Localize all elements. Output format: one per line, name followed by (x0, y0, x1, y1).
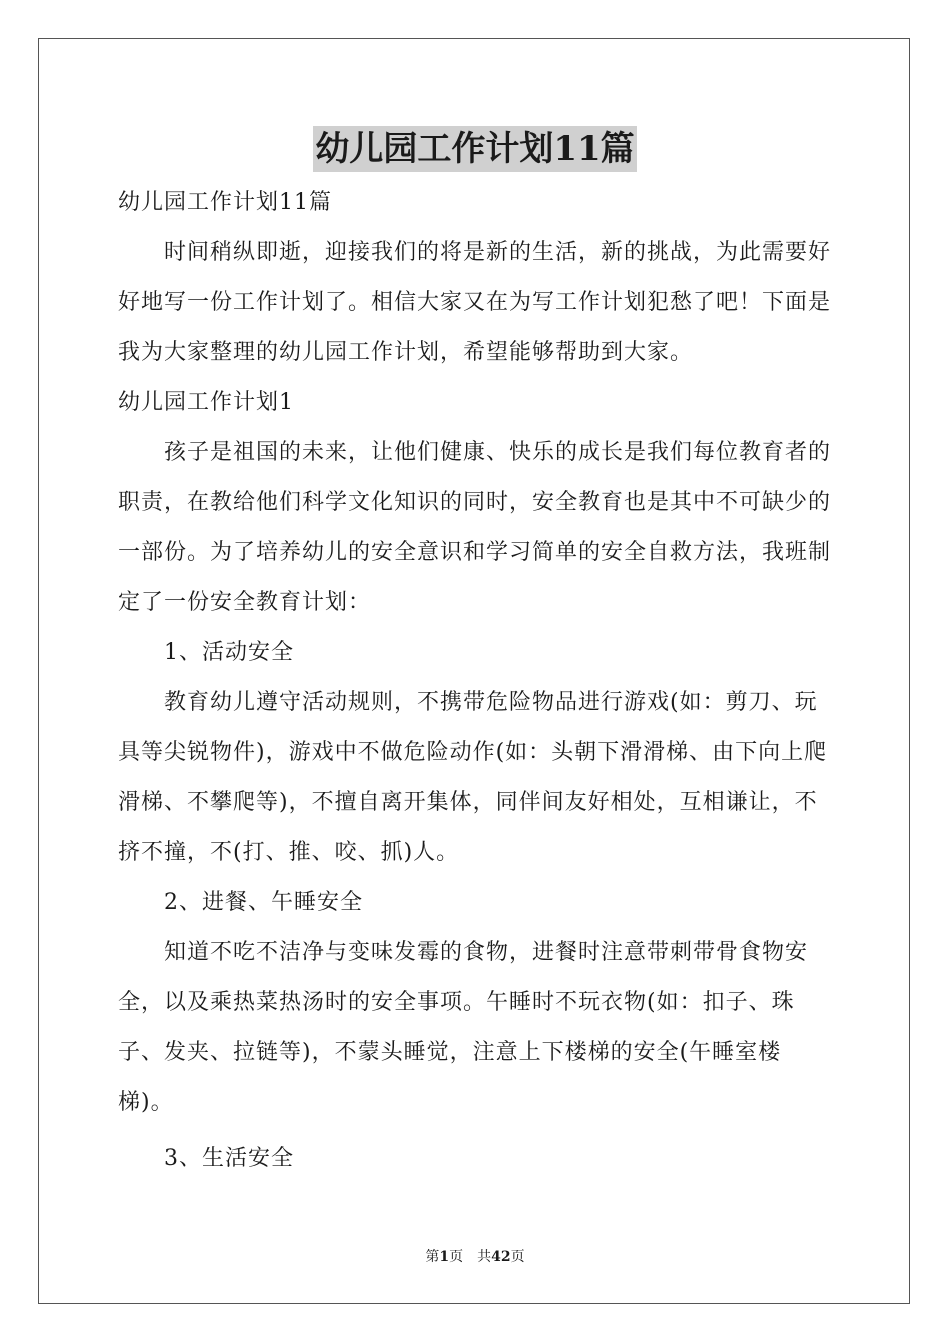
paragraph: 时间稍纵即逝，迎接我们的将是新的生活，新的挑战，为此需要好好地写一份工作计划了。相信大家又在为写工作计划犯愁了吧！下面是我为大家整理的幼儿园工作计划，希望能够帮助到大家。 (118, 240, 832, 365)
document-title-text: 幼儿园工作计划11篇 (313, 126, 636, 172)
subheading: 3、生活安全 (164, 1146, 294, 1171)
paragraph: 知道不吃不洁净与变味发霉的食物，进餐时注意带刺带骨食物安全，以及乘热菜热汤时的安全事项。午睡时不玩衣物(如：扣子、珠子、发夹、拉链等)，不蒙头睡觉，注意上下楼梯的安全(午睡室楼梯)。 (118, 940, 809, 1115)
footer-prefix: 第 (425, 1249, 440, 1265)
document-body (118, 178, 834, 1184)
footer-mid: 页 共 (449, 1249, 492, 1265)
paragraph: 幼儿园工作计划11篇 (118, 190, 332, 215)
subheading: 2、进餐、午睡安全 (164, 890, 363, 915)
footer-page-current: 1 (439, 1249, 450, 1265)
paragraph: 孩子是祖国的未来，让他们健康、快乐的成长是我们每位教育者的职责，在教给他们科学文化知识的同时，安全教育也是其中不可缺少的一部份。为了培养幼儿的安全意识和学习简单的安全自救方法，我班制定了一份安全教育计划： (118, 440, 832, 615)
footer-page-total: 42 (491, 1249, 511, 1265)
page-footer (0, 1246, 950, 1266)
footer-suffix: 页 (510, 1249, 525, 1265)
subheading: 1、活动安全 (164, 640, 294, 665)
paragraph: 教育幼儿遵守活动规则，不携带危险物品进行游戏(如：剪刀、玩具等尖锐物件)，游戏中不做危险动作(如：头朝下滑滑梯、由下向上爬滑梯、不攀爬等)，不擅自离开集体，同伴间友好相处，互相谦让，不挤不撞，不(打、推、咬、抓)人。 (118, 690, 828, 865)
section-heading: 幼儿园工作计划1 (118, 390, 294, 415)
document-title (0, 126, 950, 172)
